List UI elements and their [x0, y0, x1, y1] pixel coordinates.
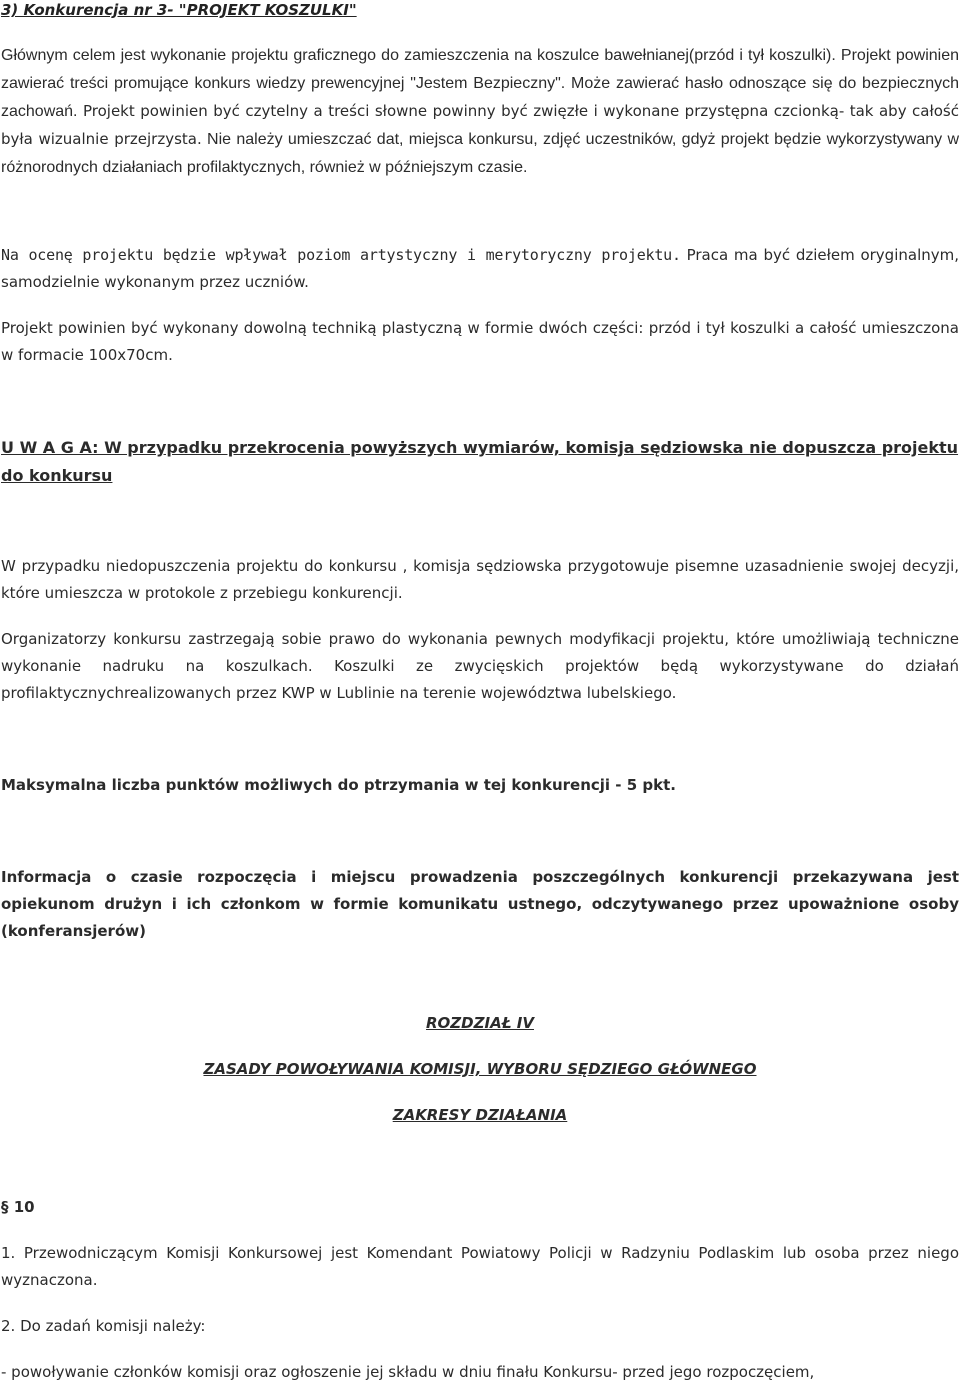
chapter-subtitle-scope-text: ZAKRESY DZIAŁANIA	[392, 1106, 568, 1124]
paragraph-evaluation	[1, 242, 959, 296]
section-number: § 10	[1, 1198, 35, 1216]
chapter-subtitle-scope	[1, 1102, 959, 1129]
max-points: Maksymalna liczba punktów możliwych do ptrzymania w tej konkurencji - 5 pkt.	[1, 776, 676, 794]
paragraph-disqualification: W przypadku niedopuszczenia projektu do konkursu , komisja sędziowska przygotowuje pisemne uzasadnienie swojej decyzji, które umieszcza w protokole z przebiegu konkurencji.	[1, 557, 959, 602]
paragraph-organizers: Organizatorzy konkursu zastrzegają sobie prawo do wykonania pewnych modyfikacji projektu, które umożliwiają techniczne wykonanie nadruku na koszulkach. Koszulki ze zwycięskich projektów będą wykorzystywane do działań profilaktycznychrealizowanych przez KWP w Lublinie na terenie województwa lubelskiego.	[1, 630, 959, 702]
paragraph-technique: Projekt powinien być wykonany dowolną techniką plastyczną w formie dwóch części: przód i tył koszulki a całość umieszczona w formacie 100x70cm.	[1, 319, 959, 364]
chapter-subtitle-rules	[1, 1056, 959, 1083]
paragraph-goal	[1, 42, 959, 182]
chapter-title	[1, 1010, 959, 1037]
paragraph-goal-part3: Nie należy umieszczać dat, miejsca konkursu, zdjęć uczestników, gdyż projekt będzie wykorzystywany w różnorodnych działaniach profilaktycznych, również w późniejszym czasie.	[1, 131, 960, 176]
paragraph-evaluation-part2: Praca ma być dziełem oryginalnym, samodzielnie wykonanym przez uczniów.	[1, 246, 960, 291]
chapter-subtitle-rules-text: ZASADY POWOŁYWANIA KOMISJI, WYBORU SĘDZIEGO GŁÓWNEGO	[203, 1060, 757, 1078]
section-heading-text: 3) Konkurencja nr 3- "PROJEKT KOSZULKI"	[1, 1, 357, 19]
warning-notice: U W A G A: W przypadku przekrocenia powyższych wymiarów, komisja sędziowska nie dopuszcza projektu do konkursu	[1, 438, 959, 485]
list-item-tasks: 2. Do zadań komisji należy:	[1, 1317, 206, 1335]
paragraph-goal-part1: Głównym celem jest wykonanie projektu graficznego do zamieszczenia na koszulce bawełnianej(przód i tył koszulki). Projekt powinien zawierać treści promujące konkurs wiedzy prewencyjnej "Jestem Bezpieczny". Może zawierać hasło odnoszące się do bezpiecznych zachowań.	[1, 47, 959, 120]
paragraph-evaluation-part1: Na ocenę projektu będzie wpływał poziom artystyczny i merytoryczny projektu.	[1, 246, 681, 264]
section-heading	[1, 0, 959, 24]
list-item-appoint-members: - powoływanie członków komisji oraz ogłoszenie jej składu w dniu finału Konkursu- przed jego rozpoczęciem,	[1, 1363, 815, 1381]
list-item-chairman: 1. Przewodniczącym Komisji Konkursowej jest Komendant Powiatowy Policji w Radzyniu Podlaskim lub osoba przez niego wyznaczona.	[1, 1244, 959, 1289]
info-paragraph: Informacja o czasie rozpoczęcia i miejscu prowadzenia poszczególnych konkurencji przekazywana jest opiekunom drużyn i ich członkom w formie komunikatu ustnego, odczytywanego przez upoważnione osoby (konferansjerów)	[1, 868, 959, 940]
chapter-title-text: ROZDZIAŁ IV	[425, 1014, 534, 1032]
paragraph-goal-part2: Projekt powinien być czytelny a treści słowne powinny być zwięzłe i wykonane przystępna czcionką- tak aby całość była wizualnie przejrzysta.	[1, 102, 959, 148]
